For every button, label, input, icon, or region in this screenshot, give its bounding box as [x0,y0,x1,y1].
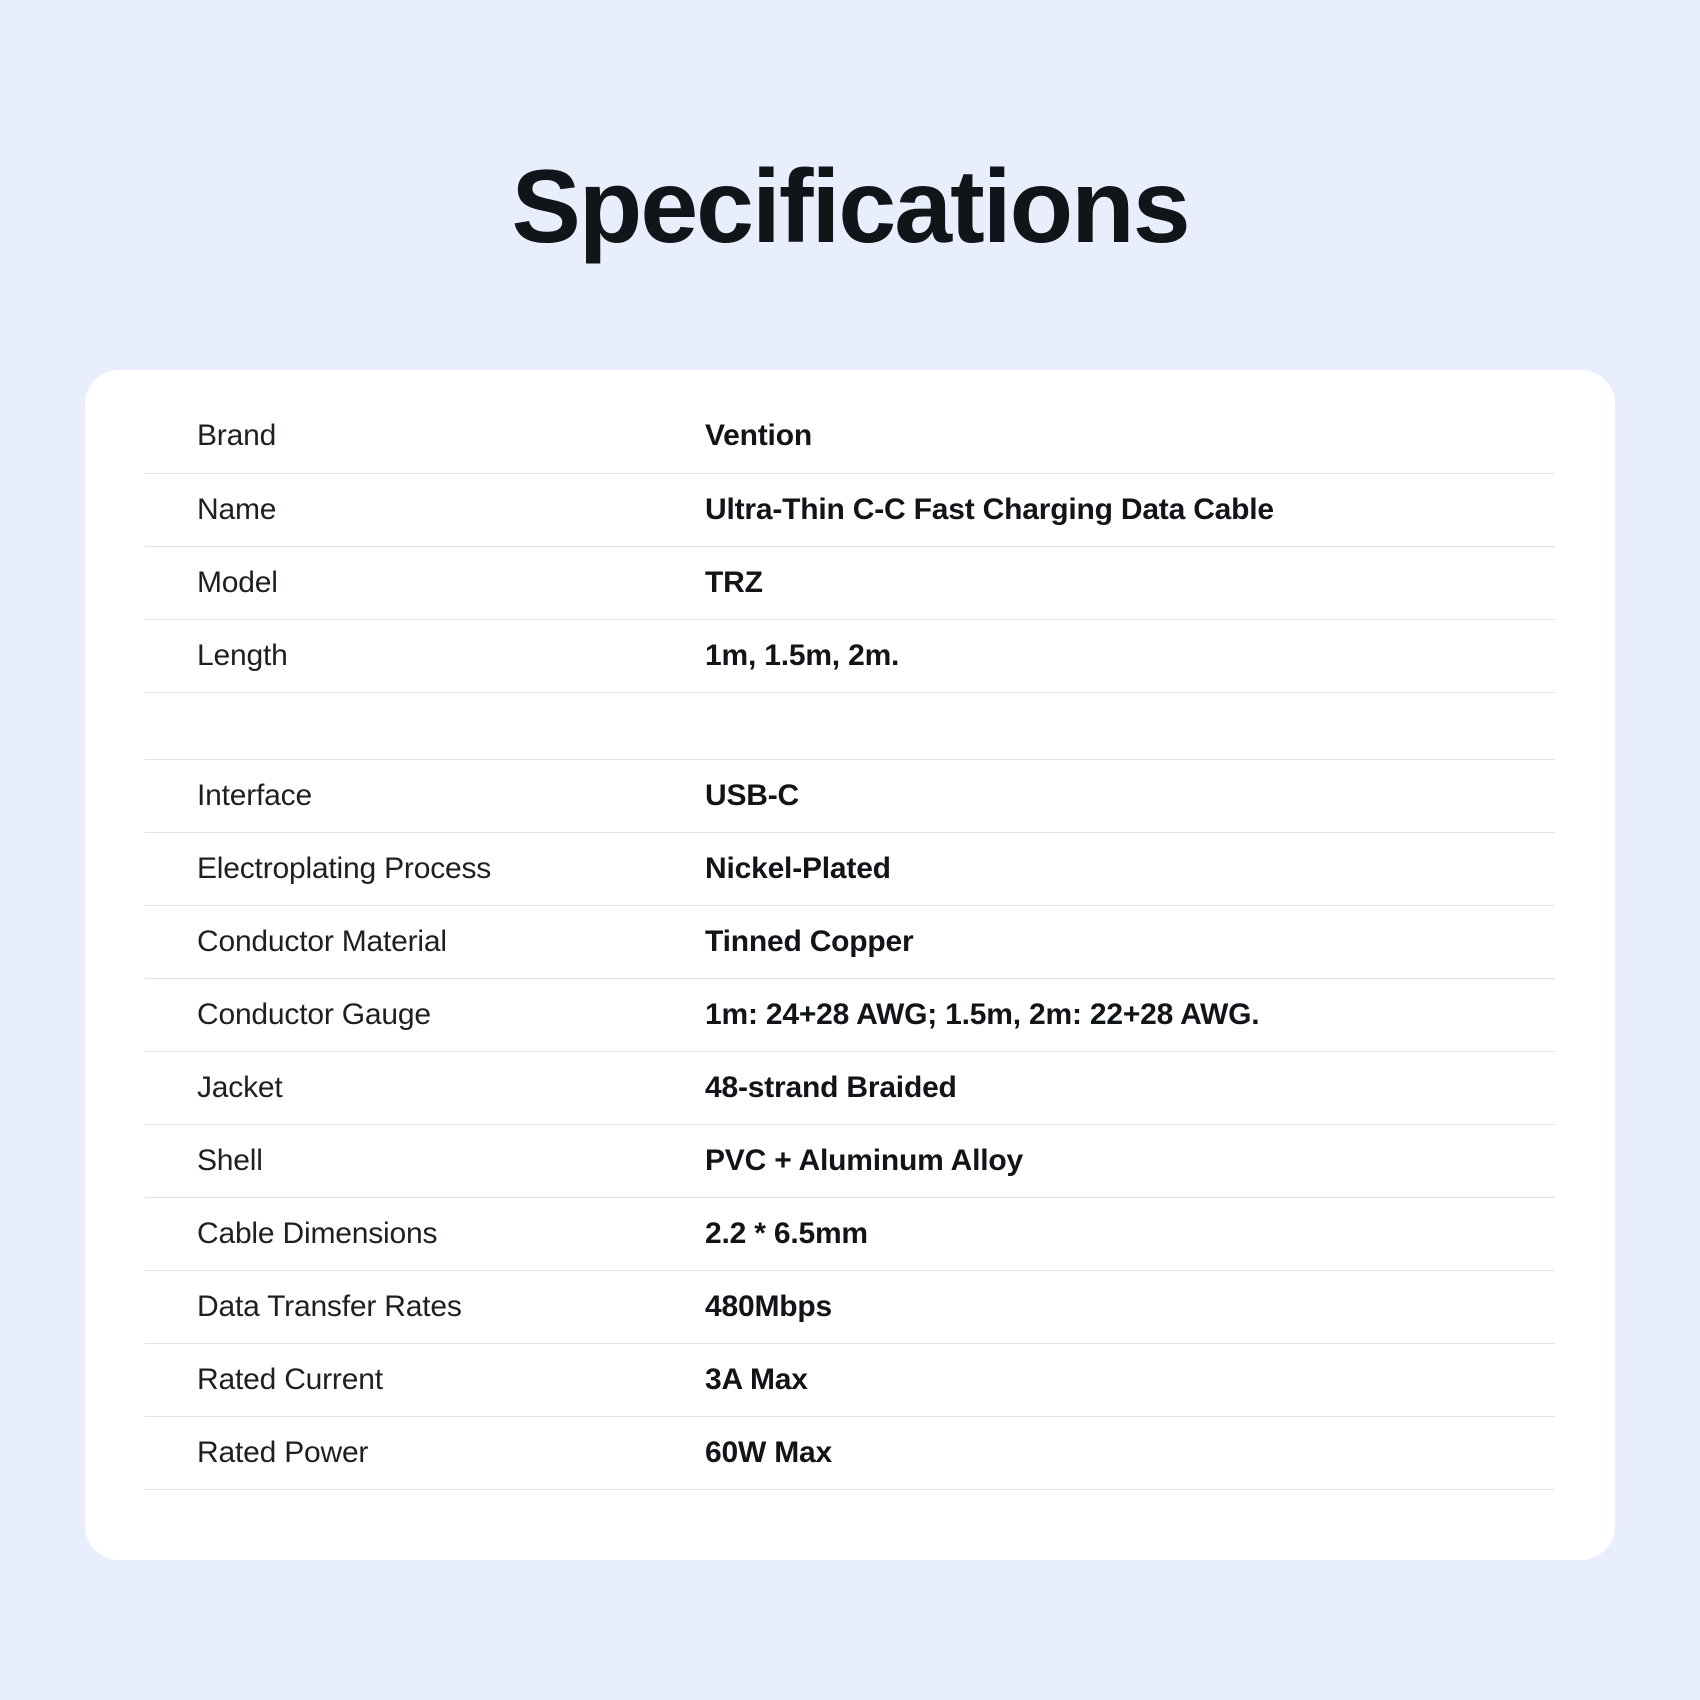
spec-label: Conductor Gauge [145,978,687,1051]
table-row [145,1051,1555,1124]
specifications-card [85,370,1615,1560]
spec-value: PVC + Aluminum Alloy [687,1124,1555,1197]
table-row [145,759,1555,832]
spec-label: Rated Current [145,1343,687,1416]
table-group-spacer [145,692,1555,759]
spacer-cell-right [687,692,1555,759]
spec-label: Shell [145,1124,687,1197]
spec-label: Jacket [145,1051,687,1124]
spec-value: 60W Max [687,1416,1555,1489]
spec-label: Length [145,619,687,692]
table-row [145,832,1555,905]
table-row [145,1270,1555,1343]
spec-value: USB-C [687,759,1555,832]
table-row [145,1343,1555,1416]
spec-value: 1m, 1.5m, 2m. [687,619,1555,692]
spec-label: Rated Power [145,1416,687,1489]
spec-label: Data Transfer Rates [145,1270,687,1343]
spec-label: Interface [145,759,687,832]
spec-value: 480Mbps [687,1270,1555,1343]
spec-label: Cable Dimensions [145,1197,687,1270]
spec-label: Name [145,473,687,546]
spec-value: TRZ [687,546,1555,619]
table-row [145,978,1555,1051]
spec-value: Nickel-Plated [687,832,1555,905]
spec-label: Brand [145,400,687,473]
table-row [145,400,1555,473]
spec-value: 3A Max [687,1343,1555,1416]
spec-value: Ultra-Thin C-C Fast Charging Data Cable [687,473,1555,546]
spec-value: 48-strand Braided [687,1051,1555,1124]
table-row [145,1124,1555,1197]
spacer-cell-left [145,692,687,759]
spec-label: Model [145,546,687,619]
table-row [145,619,1555,692]
table-row [145,473,1555,546]
table-row [145,1416,1555,1489]
spec-value: Vention [687,400,1555,473]
table-row [145,1197,1555,1270]
specifications-table [145,400,1555,1490]
table-row [145,905,1555,978]
spec-value: 2.2 * 6.5mm [687,1197,1555,1270]
spec-value: 1m: 24+28 AWG; 1.5m, 2m: 22+28 AWG. [687,978,1555,1051]
spec-label: Electroplating Process [145,832,687,905]
spec-label: Conductor Material [145,905,687,978]
table-row [145,546,1555,619]
spec-value: Tinned Copper [687,905,1555,978]
page-title: Specifications [511,149,1189,265]
